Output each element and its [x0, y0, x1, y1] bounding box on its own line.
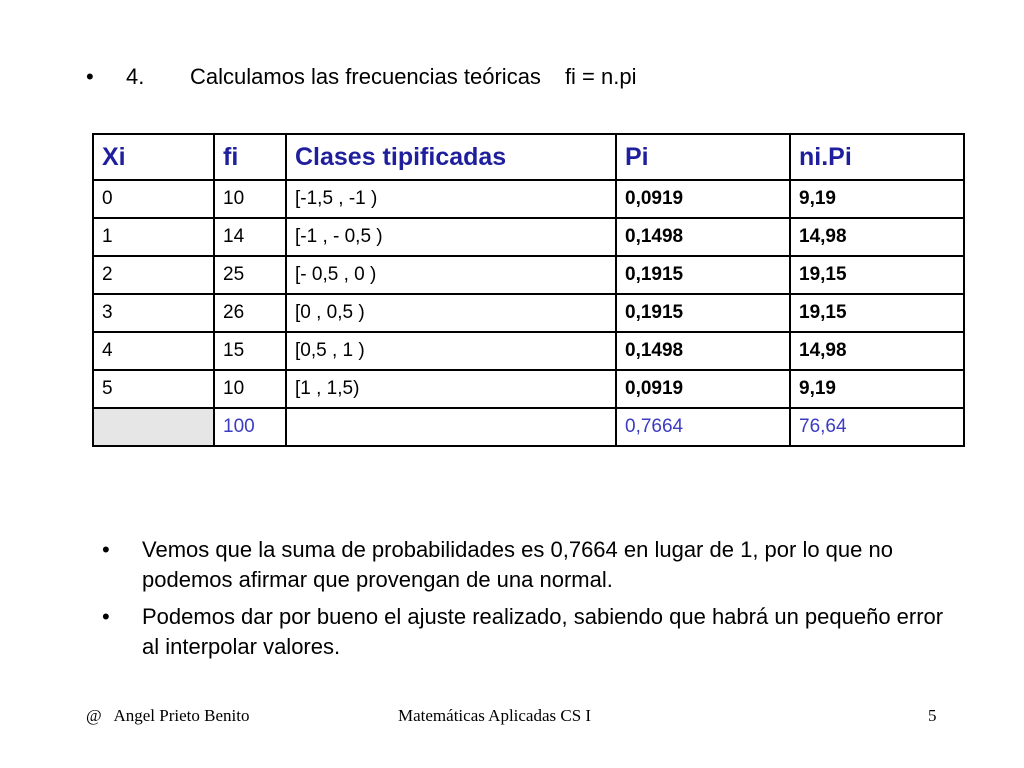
cell-pi: 0,0919	[616, 180, 790, 218]
cell-xi: 4	[93, 332, 214, 370]
header-fi: fi	[214, 134, 286, 180]
header-clases: Clases tipificadas	[286, 134, 616, 180]
notes-list	[102, 535, 962, 669]
footer	[0, 706, 1024, 730]
heading-formula: fi = n.pi	[564, 64, 637, 89]
cell-nipi: 19,15	[790, 294, 964, 332]
cell-fi: 25	[214, 256, 286, 294]
cell-xi: 0	[93, 180, 214, 218]
cell-nipi: 14,98	[790, 332, 964, 370]
cell-pi: 0,0919	[616, 370, 790, 408]
cell-pi: 0,1915	[616, 294, 790, 332]
cell-nipi: 14,98	[790, 218, 964, 256]
cell-nipi: 9,19	[790, 180, 964, 218]
note-bullet: •	[102, 604, 110, 629]
cell-clase: [- 0,5 , 0 )	[286, 256, 616, 294]
total-pi: 0,7664	[616, 408, 790, 446]
total-xi	[93, 408, 214, 446]
cell-xi: 3	[93, 294, 214, 332]
cell-fi: 14	[214, 218, 286, 256]
cell-clase: [0 , 0,5 )	[286, 294, 616, 332]
table-row	[93, 332, 964, 370]
cell-clase: [1 , 1,5)	[286, 370, 616, 408]
cell-xi: 1	[93, 218, 214, 256]
frequency-table	[92, 133, 965, 447]
cell-pi: 0,1498	[616, 332, 790, 370]
table-row	[93, 218, 964, 256]
note-bullet: •	[102, 537, 110, 562]
note-item	[102, 535, 962, 595]
cell-pi: 0,1915	[616, 256, 790, 294]
note-item	[102, 602, 962, 662]
heading-text: Calculamos las frecuencias teóricas	[190, 64, 541, 89]
cell-nipi: 9,19	[790, 370, 964, 408]
table-header-row	[93, 134, 964, 180]
cell-fi: 15	[214, 332, 286, 370]
total-fi: 100	[214, 408, 286, 446]
note-text: Vemos que la suma de probabilidades es 0,7664 en lugar de 1, por lo que no podemos afirmar que provengan de una normal.	[142, 537, 893, 592]
cell-clase: [-1 , - 0,5 )	[286, 218, 616, 256]
heading-number: 4.	[126, 64, 145, 89]
table-total-row	[93, 408, 964, 446]
table-row	[93, 180, 964, 218]
heading-bullet: •	[86, 64, 94, 89]
cell-xi: 2	[93, 256, 214, 294]
cell-fi: 26	[214, 294, 286, 332]
header-nipi: ni.Pi	[790, 134, 964, 180]
cell-fi: 10	[214, 180, 286, 218]
note-text: Podemos dar por bueno el ajuste realizado, sabiendo que habrá un pequeño error al interpolar valores.	[142, 604, 944, 659]
header-xi: Xi	[93, 134, 214, 180]
page-number: 5	[928, 706, 937, 725]
table-row	[93, 370, 964, 408]
footer-author: @ Angel Prieto Benito	[86, 706, 250, 725]
cell-clase: [0,5 , 1 )	[286, 332, 616, 370]
cell-pi: 0,1498	[616, 218, 790, 256]
cell-fi: 10	[214, 370, 286, 408]
total-nipi: 76,64	[790, 408, 964, 446]
total-clase	[286, 408, 616, 446]
footer-course: Matemáticas Aplicadas CS I	[398, 706, 592, 725]
heading	[86, 62, 636, 92]
table-row	[93, 256, 964, 294]
cell-xi: 5	[93, 370, 214, 408]
table-row	[93, 294, 964, 332]
cell-nipi: 19,15	[790, 256, 964, 294]
header-pi: Pi	[616, 134, 790, 180]
cell-clase: [-1,5 , -1 )	[286, 180, 616, 218]
